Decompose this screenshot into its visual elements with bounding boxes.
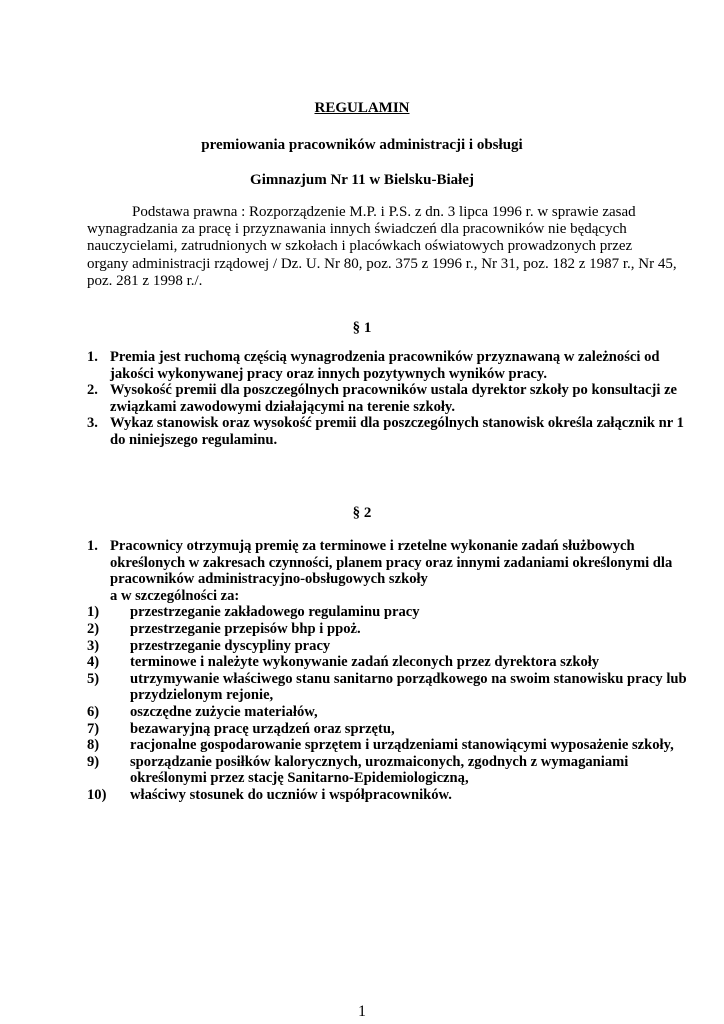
- criteria-text: utrzymywanie właściwego stanu sanitarno porządkowego na swoim stanowisku pracy lub przydzielonym rejonie,: [130, 670, 687, 704]
- criteria-list: [87, 604, 687, 803]
- list-item-number: 1.: [87, 538, 98, 554]
- list-item-number: 1.: [87, 349, 98, 365]
- list-item-text: Pracownicy otrzymują premię za terminowe i rzetelne wykonanie zadań służbowych określonych w zakresach czynności, planem pracy oraz innymi zadaniami określonymi dla pracowników administracyjno-obsługowych szkoły: [110, 538, 673, 588]
- criteria-item: [87, 621, 687, 638]
- criteria-number: 2): [87, 620, 100, 637]
- criteria-number: 3): [87, 637, 100, 654]
- criteria-item: [87, 604, 687, 621]
- list-item-text: Premia jest ruchomą częścią wynagrodzenia pracowników przyznawaną w zależności od jakości wykonywanej pracy oraz innych pozytywnych wyników pracy.: [110, 349, 660, 382]
- criteria-item: [87, 737, 687, 754]
- criteria-number: 5): [87, 670, 100, 687]
- criteria-text: przestrzeganie dyscypliny pracy: [130, 637, 331, 654]
- list-item: [87, 415, 687, 448]
- criteria-item: [87, 654, 687, 671]
- page-number: 1: [358, 1003, 366, 1020]
- list-item-text: Wykaz stanowisk oraz wysokość premii dla poszczególnych stanowisk określa załącznik nr 1 do niniejszego regulaminu.: [110, 415, 684, 448]
- document-subtitle: premiowania pracowników administracji i obsługi: [201, 137, 523, 153]
- document-title: REGULAMIN: [314, 100, 410, 116]
- criteria-number: 8): [87, 737, 100, 754]
- criteria-text: oszczędne zużycie materiałów,: [130, 703, 318, 720]
- criteria-text: bezawaryjną pracę urządzeń oraz sprzętu,: [130, 720, 395, 737]
- list-item-number: 3.: [87, 415, 98, 432]
- criteria-number: 10): [87, 786, 107, 803]
- list-item: [87, 349, 687, 382]
- criteria-item: [87, 638, 687, 655]
- list-item-text: Wysokość premii dla poszczególnych pracowników ustala dyrektor szkoły po konsultacji ze związkami zawodowymi działającymi na terenie szkoły.: [110, 382, 678, 415]
- criteria-item: [87, 787, 687, 804]
- criteria-text: właściwy stosunek do uczniów i współpracowników.: [130, 786, 452, 803]
- section-2-list: [87, 538, 687, 804]
- school-name: Gimnazjum Nr 11 w Bielsku-Białej: [250, 172, 474, 188]
- section-1-list: [87, 349, 687, 449]
- criteria-number: 9): [87, 753, 100, 770]
- criteria-item: [87, 671, 687, 704]
- list-item: [87, 382, 687, 415]
- criteria-text: przestrzeganie zakładowego regulaminu pracy: [130, 604, 420, 621]
- criteria-text: terminowe i należyte wykonywanie zadań zleconych przez dyrektora szkoły: [130, 654, 600, 671]
- section-2-heading: § 2: [352, 505, 372, 521]
- criteria-item: [87, 754, 687, 787]
- criteria-item: [87, 721, 687, 738]
- criteria-number: 6): [87, 703, 100, 720]
- criteria-item: [87, 704, 687, 721]
- criteria-number: 7): [87, 720, 100, 737]
- criteria-text: sporządzanie posiłków kalorycznych, urozmaiconych, zgodnych z wymaganiami określonymi przez stację Sanitarno-Epidemiologiczną,: [130, 753, 629, 787]
- section-1-heading: § 1: [352, 320, 372, 336]
- legal-basis-paragraph: Podstawa prawna : Rozporządzenie M.P. i P.S. z dn. 3 lipca 1996 r. w sprawie zasad wynagradzania za pracę i przyznawania innych świadczeń dla pracowników nie będących nauczycielami, zatrudnionych w szkołach i placówkach oświatowych prowadzonych przez organy administracji rządowej / Dz. U. Nr 80, poz. 375 z 1996 r., Nr 31, poz. 182 z 1987 r., Nr 45, poz. 281 z 1998 r./.: [87, 204, 677, 289]
- list-item-intro: a w szczególności za:: [110, 587, 240, 604]
- criteria-number: 4): [87, 654, 100, 671]
- criteria-number: 1): [87, 604, 100, 621]
- list-item-number: 2.: [87, 382, 98, 399]
- list-item: [87, 538, 687, 804]
- criteria-text: racjonalne gospodarowanie sprzętem i urządzeniami stanowiącymi wyposażenie szkoły,: [130, 737, 674, 754]
- criteria-text: przestrzeganie przepisów bhp i ppoż.: [130, 620, 361, 637]
